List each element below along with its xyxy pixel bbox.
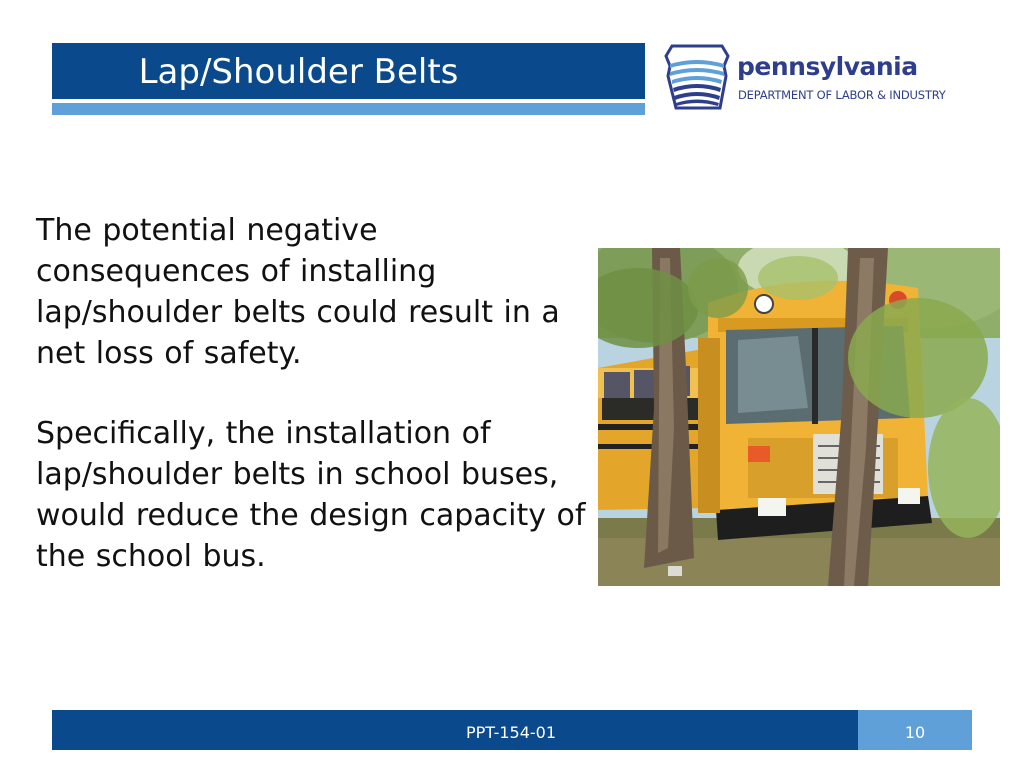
school-bus-crash-photo xyxy=(598,248,1000,586)
paragraph-1: The potential negative consequences of installing lap/shoulder belts could result in a net loss of safety. xyxy=(36,213,560,371)
body-text xyxy=(36,210,591,616)
page-number: 10 xyxy=(904,723,926,742)
footer-code: PPT-154-01 xyxy=(465,723,557,742)
logo-subtitle: DEPARTMENT OF LABOR & INDUSTRY xyxy=(738,88,946,102)
paragraph-2: Specifically, the installation of lap/shoulder belts in school buses, would reduce the design capacity of the school bus. xyxy=(36,416,586,574)
pa-logo xyxy=(664,42,984,114)
logo-wordmark: pennsylvania xyxy=(737,52,918,81)
slide-title: Lap/Shoulder Belts xyxy=(138,52,459,92)
keystone-icon xyxy=(664,42,730,112)
title-underline xyxy=(52,103,645,115)
